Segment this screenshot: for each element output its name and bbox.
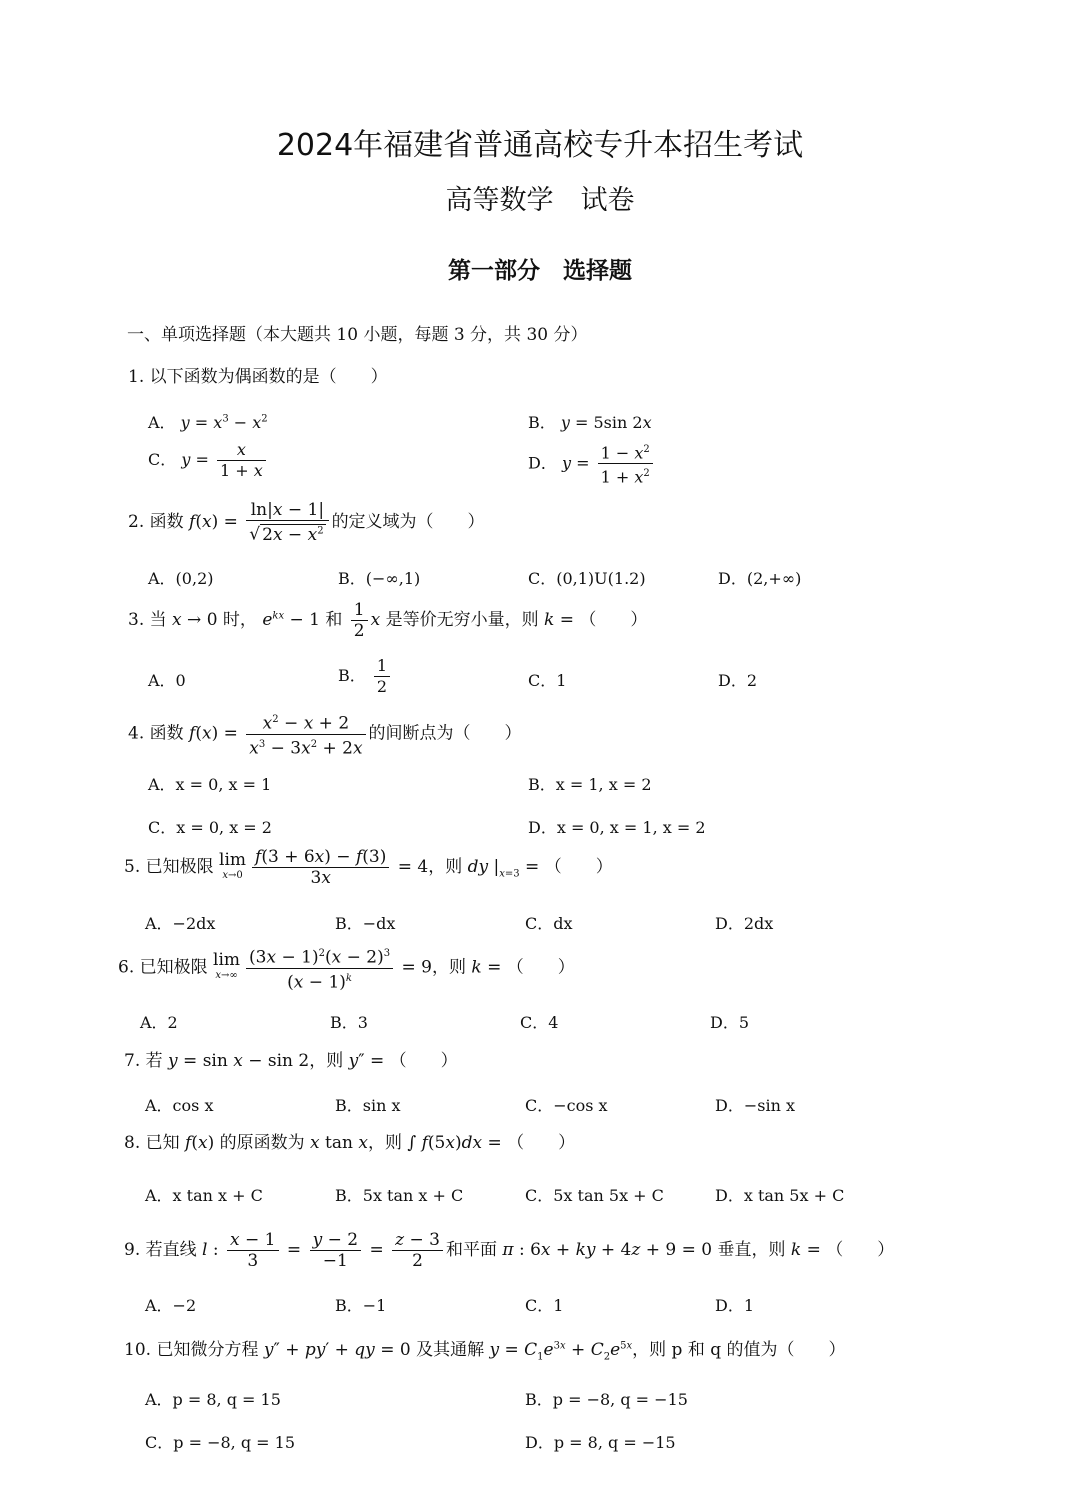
question-5: 5. 已知极限 lim x→0 $\frac{f(3 + 6x) - f(3)}{3x}$ = 4，则 dy $|_{x=3}$ = （ ） — [124, 847, 613, 888]
question-6: 6. 已知极限 lim x→∞ $\frac{(3x - 1)^2(x - 2)^3}{(x - 1)^k}$ = 9，则 k = （ ） — [118, 944, 575, 992]
q1-option-d[interactable]: D． y = $\frac{1 - x^2}{1 + x^2}$ — [528, 440, 656, 488]
question-2: 2. 函数 f(x) = $\frac{\ln|x - 1|}{√ 2x - x^2}$ 的定义域为（ ） — [128, 500, 485, 545]
q10-option-d[interactable]: D．p = 8, q = −15 — [525, 1433, 676, 1452]
q6-option-b[interactable]: B．3 — [330, 1013, 368, 1032]
q7-option-c[interactable]: C．−cos x — [525, 1096, 608, 1115]
q9-option-b[interactable]: B．−1 — [335, 1296, 387, 1315]
q2-option-b[interactable]: B．(−∞,1) — [338, 569, 421, 588]
part-heading: 第一部分 选择题 — [448, 258, 632, 284]
q4-option-b[interactable]: B．x = 1, x = 2 — [528, 775, 652, 794]
q10-option-a[interactable]: A．p = 8, q = 15 — [145, 1390, 281, 1409]
question-1: 1. 以下函数为偶函数的是（ ） — [128, 367, 388, 387]
q6-option-c[interactable]: C．4 — [520, 1013, 559, 1032]
q1-option-b[interactable]: B． y = 5sin 2x — [528, 413, 652, 432]
q3-option-b[interactable]: B． $\frac{1}{2}$ — [338, 656, 393, 697]
q8-option-b[interactable]: B．5x tan x + C — [335, 1186, 464, 1205]
q2-option-c[interactable]: C．(0,1)U(1.2) — [528, 569, 646, 588]
question-7: 7. 若 y = sin x − sin 2，则 y″ = （ ） — [124, 1051, 458, 1071]
q7-option-b[interactable]: B．sin x — [335, 1096, 401, 1115]
q10-option-c[interactable]: C．p = −8, q = 15 — [145, 1433, 296, 1452]
question-4: 4. 函数 f(x) = $\frac{x^2 - x + 2}{x^3 - 3x^2 + 2x}$ 的间断点为（ ） — [128, 710, 522, 758]
q6-option-a[interactable]: A．2 — [140, 1013, 178, 1032]
q7-option-d[interactable]: D．−sin x — [715, 1096, 795, 1115]
q8-option-c[interactable]: C．5x tan 5x + C — [525, 1186, 664, 1205]
q4-option-d[interactable]: D．x = 0, x = 1, x = 2 — [528, 818, 706, 837]
q9-option-a[interactable]: A．−2 — [145, 1296, 197, 1315]
q3-option-a[interactable]: A．0 — [148, 671, 186, 690]
exam-title: 2024年福建省普通高校专升本招生考试 — [276, 128, 804, 163]
question-9: 9. 若直线 l : $\frac{x - 1}{3}$ = $\frac{y - 2}{-1}$ = $\frac{z - 3}{2}$ 和平面 π : 6x + ky + 4z + 9 = 0 垂直，则 k = （ ） — [124, 1230, 895, 1271]
q1-option-c[interactable]: C． y = $\frac{x}{1 + x}$ — [148, 440, 269, 481]
q2-option-d[interactable]: D．(2,+∞) — [718, 569, 802, 588]
q5-option-b[interactable]: B．−dx — [335, 914, 396, 933]
q6-option-d[interactable]: D．5 — [710, 1013, 750, 1032]
q8-option-a[interactable]: A．x tan x + C — [145, 1186, 263, 1205]
q9-option-c[interactable]: C．1 — [525, 1296, 564, 1315]
question-3: 3. 当 x → 0 时， $e^{kx} - 1$ 和 $\frac{1}{2}$ x 是等价无穷小量，则 k = （ ） — [128, 600, 648, 641]
q3-option-c[interactable]: C．1 — [528, 671, 567, 690]
section-heading: 一、单项选择题（本大题共 10 小题，每题 3 分，共 30 分） — [127, 325, 588, 345]
q5-option-d[interactable]: D．2dx — [715, 914, 774, 933]
q4-option-c[interactable]: C．x = 0, x = 2 — [148, 818, 272, 837]
q3-option-d[interactable]: D．2 — [718, 671, 758, 690]
q5-option-a[interactable]: A．−2dx — [145, 914, 216, 933]
q1-option-a[interactable]: A． $y = x^3 - x^2$ — [148, 413, 268, 432]
question-8: 8. 已知 f(x) 的原函数为 x tan x，则 ∫ f(5x)dx = （ ） — [124, 1133, 576, 1153]
q4-option-a[interactable]: A．x = 0, x = 1 — [148, 775, 272, 794]
q7-option-a[interactable]: A．cos x — [145, 1096, 214, 1115]
exam-subtitle: 高等数学 试卷 — [445, 185, 635, 216]
question-10: 10. 已知微分方程 y″ + py′ + qy = 0 及其通解 $y = C_1e^{3x} + C_2e^{5x}$，则 p 和 q 的值为（ ） — [124, 1340, 846, 1363]
q2-option-a[interactable]: A．(0,2) — [148, 569, 214, 588]
q10-option-b[interactable]: B．p = −8, q = −15 — [525, 1390, 688, 1409]
q5-option-c[interactable]: C．dx — [525, 914, 573, 933]
q8-option-d[interactable]: D．x tan 5x + C — [715, 1186, 845, 1205]
q9-option-d[interactable]: D．1 — [715, 1296, 755, 1315]
